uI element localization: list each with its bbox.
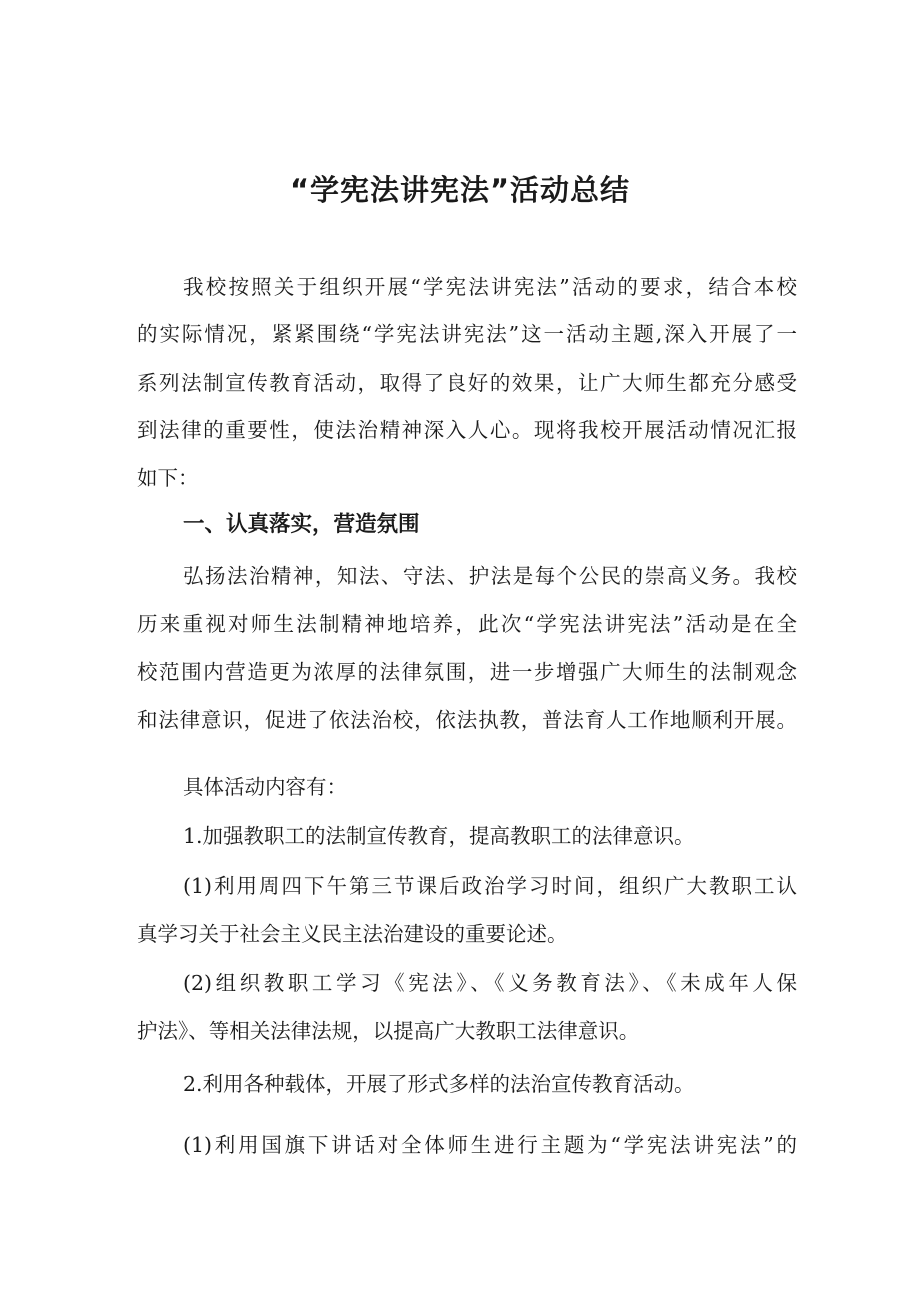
section-heading-1: 一、认真落实，营造氛围: [183, 512, 420, 537]
item-1-1-line-1: (1)利用周四下午第三节课后政治学习时间，组织广大教职工认: [183, 874, 797, 898]
item-1-2-line-2: 护法》、等相关法律法规，以提高广大教职工法律意识。: [137, 1019, 640, 1043]
item-1-2-line-1: (2)组织教职工学习《宪法》、《义务教育法》、《未成年人保: [183, 971, 797, 995]
intro-line-4: 到法律的重要性，使法治精神深入人心。现将我校开展活动情况汇报: [137, 418, 797, 442]
intro-line-2: 的实际情况，紧紧围绕“学宪法讲宪法”这一活动主题,深入开展了一: [137, 322, 797, 346]
intro-line-1: 我校按照关于组织开展“学宪法讲宪法”活动的要求，结合本校: [183, 275, 797, 299]
activities-intro: 具体活动内容有：: [183, 775, 347, 799]
section1-line-3: 校范围内营造更为浓厚的法律氛围，进一步增强广大师生的法制观念: [137, 660, 797, 684]
section1-line-4: 和法律意识，促进了依法治校，依法执教，普法育人工作地顺利开展。: [137, 708, 797, 732]
intro-line-3: 系列法制宣传教育活动，取得了良好的效果，让广大师生都充分感受: [137, 371, 797, 395]
section1-line-2: 历来重视对师生法制精神地培养，此次“学宪法讲宪法”活动是在全: [137, 612, 797, 636]
item-1-1-line-2: 真学习关于社会主义民主法治建设的重要论述。: [137, 922, 568, 946]
item-2-1-line-1: (1)利用国旗下讲话对全体师生进行主题为“学宪法讲宪法”的: [183, 1133, 797, 1157]
item-1: 1.加强教职工的法制宣传教育，提高教职工的法律意识。: [183, 824, 695, 848]
document-title: “学宪法讲宪法”活动总结: [289, 173, 631, 207]
item-2: 2.利用各种载体，开展了形式多样的法治宣传教育活动。: [183, 1072, 695, 1096]
section1-line-1: 弘扬法治精神，知法、守法、护法是每个公民的崇高义务。我校: [183, 564, 797, 588]
intro-line-5: 如下：: [137, 466, 199, 490]
